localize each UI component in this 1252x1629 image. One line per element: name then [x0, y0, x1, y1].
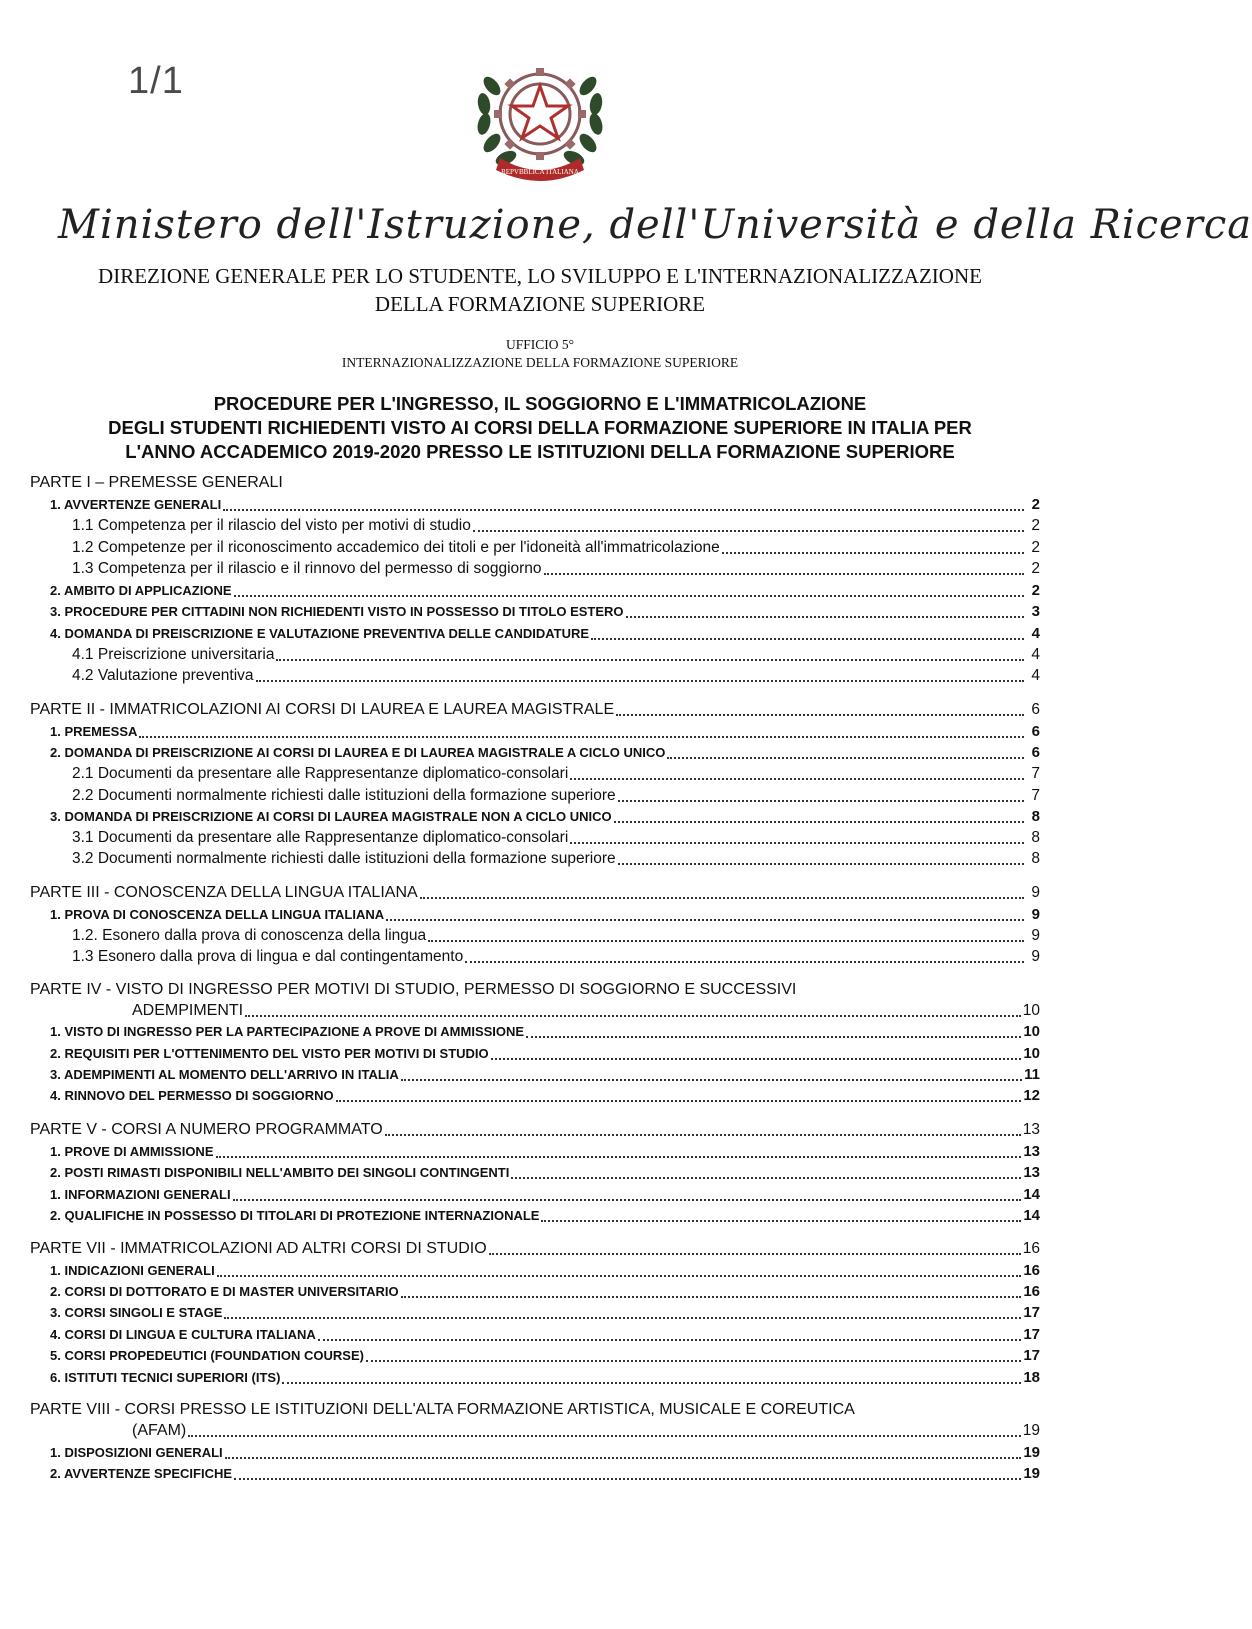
leader-dots: [570, 828, 1024, 844]
leader-dots: [526, 1022, 1021, 1038]
toc-page: 19: [1023, 1444, 1040, 1461]
toc-page: 7: [1031, 787, 1040, 804]
toc-label: 1.2 Competenze per il riconoscimento accademico dei titoli e per l'idoneità all'immatricolazione: [72, 539, 720, 556]
leader-dots: [256, 666, 1024, 682]
toc-entry[interactable]: [72, 848, 1040, 870]
toc-entry[interactable]: [72, 827, 1040, 849]
toc-part-4-line-1[interactable]: PARTE IV - VISTO DI INGRESSO PER MOTIVI DI STUDIO, PERMESSO DI SOGGIORNO E SUCCESSIVI: [30, 981, 797, 998]
toc-label: 3. ADEMPIMENTI AL MOMENTO DELL'ARRIVO IN ITALIA: [50, 1067, 399, 1082]
toc-entry[interactable]: [50, 742, 1040, 764]
toc-page: 16: [1022, 1240, 1040, 1257]
toc-entry[interactable]: [72, 537, 1040, 559]
toc-page: 3: [1031, 603, 1040, 620]
toc-label: ADEMPIMENTI: [132, 1002, 244, 1019]
toc-label: 1. INFORMAZIONI GENERALI: [50, 1187, 231, 1202]
toc-part-8[interactable]: [132, 1420, 1040, 1442]
toc-page: 6: [1031, 701, 1040, 718]
toc-page: 17: [1023, 1326, 1040, 1343]
toc-part-3[interactable]: [30, 882, 1040, 904]
toc-entry[interactable]: [50, 904, 1040, 926]
toc-page: 9: [1031, 927, 1040, 944]
leader-dots: [401, 1282, 1022, 1298]
toc-page: 9: [1031, 948, 1040, 965]
toc-label: 1.2. Esonero dalla prova di conoscenza della lingua: [72, 927, 427, 944]
toc-page: 6: [1031, 744, 1040, 761]
toc-entry[interactable]: [50, 1064, 1040, 1086]
toc-entry[interactable]: [50, 1281, 1040, 1303]
toc-label: 4.2 Valutazione preventiva: [72, 667, 254, 684]
toc-entry[interactable]: [72, 925, 1040, 947]
toc-entry[interactable]: [50, 1367, 1040, 1389]
leader-dots: [618, 849, 1024, 865]
toc-entry[interactable]: [72, 558, 1040, 580]
toc-label: 2. DOMANDA DI PREISCRIZIONE AI CORSI DI LAUREA E DI LAUREA MAGISTRALE A CICLO UNICO: [50, 745, 666, 760]
toc-label: 3.2 Documenti normalmente richiesti dalle istituzioni della formazione superiore: [72, 850, 616, 867]
toc-label: 1.3 Esonero dalla prova di lingua e dal contingentamento: [72, 948, 464, 965]
toc-label: 2.2 Documenti normalmente richiesti dalle istituzioni della formazione superiore: [72, 787, 616, 804]
toc-label: 3.1 Documenti da presentare alle Rappresentanze diplomatico-consolari: [72, 829, 569, 846]
toc-label: 1. AVVERTENZE GENERALI: [50, 497, 222, 512]
toc-page: 19: [1023, 1465, 1040, 1482]
toc-label: 1. PROVA DI CONOSCENZA DELLA LINGUA ITALIANA: [50, 907, 385, 922]
toc-page: 2: [1031, 496, 1040, 513]
toc-label: PARTE III - CONOSCENZA DELLA LINGUA ITALIANA: [30, 884, 418, 901]
toc-page: 18: [1023, 1369, 1040, 1386]
leader-dots: [224, 1303, 1021, 1319]
toc-label: 2. AMBITO DI APPLICAZIONE: [50, 583, 232, 598]
toc-page: 8: [1031, 850, 1040, 867]
toc-entry[interactable]: [50, 1442, 1040, 1464]
toc-entry[interactable]: [72, 665, 1040, 687]
toc-page: 10: [1023, 1023, 1040, 1040]
toc-part-4[interactable]: [132, 1000, 1040, 1022]
toc-label: 4. RINNOVO DEL PERMESSO DI SOGGIORNO: [50, 1088, 334, 1103]
toc-page: 2: [1031, 560, 1040, 577]
toc-label: 2. POSTI RIMASTI DISPONIBILI NELL'AMBITO DEI SINGOLI CONTINGENTI: [50, 1165, 510, 1180]
toc-page: 4: [1031, 646, 1040, 663]
toc-label: PARTE VII - IMMATRICOLAZIONI AD ALTRI CORSI DI STUDIO: [30, 1240, 487, 1257]
toc-label: 5. CORSI PROPEDEUTICI (FOUNDATION COURSE): [50, 1348, 364, 1363]
leader-dots: [216, 1142, 1022, 1158]
leader-dots: [233, 1185, 1022, 1201]
leader-dots: [616, 700, 1024, 716]
toc-label: 3. DOMANDA DI PREISCRIZIONE AI CORSI DI LAUREA MAGISTRALE NON A CICLO UNICO: [50, 809, 612, 824]
leader-dots: [282, 1368, 1021, 1384]
leader-dots: [618, 786, 1024, 802]
leader-dots: [188, 1421, 1021, 1437]
toc-page: 14: [1023, 1207, 1040, 1224]
toc-page: 17: [1023, 1304, 1040, 1321]
toc-entry[interactable]: [50, 1162, 1040, 1184]
toc-label: 4. DOMANDA DI PREISCRIZIONE E VALUTAZIONE PREVENTIVA DELLE CANDIDATURE: [50, 626, 590, 641]
leader-dots: [234, 581, 1024, 597]
title-line-3: L'ANNO ACCADEMICO 2019-2020 PRESSO LE ISTITUZIONI DELLA FORMAZIONE SUPERIORE: [125, 441, 955, 462]
italian-republic-emblem-icon: [470, 46, 610, 186]
toc-entry[interactable]: [50, 721, 1040, 743]
leader-dots: [234, 1464, 1021, 1480]
toc-label: 2. AVVERTENZE SPECIFICHE: [50, 1466, 233, 1481]
leader-dots: [217, 1261, 1022, 1277]
toc-page: 4: [1031, 625, 1040, 642]
toc-entry[interactable]: [72, 763, 1040, 785]
leader-dots: [420, 883, 1024, 899]
toc-page: 11: [1024, 1066, 1040, 1083]
toc-entry[interactable]: [50, 601, 1040, 623]
toc-label: 1. VISTO DI INGRESSO PER LA PARTECIPAZIONE A PROVE DI AMMISSIONE: [50, 1024, 525, 1039]
svg-text:REPVBBLICA ITALIANA: REPVBBLICA ITALIANA: [501, 168, 579, 176]
toc-entry[interactable]: [72, 785, 1040, 807]
leader-dots: [491, 1044, 1022, 1060]
toc-page: 13: [1022, 1121, 1040, 1138]
office-line-2: INTERNAZIONALIZZAZIONE DELLA FORMAZIONE SUPERIORE: [341, 355, 739, 370]
leader-dots: [385, 1120, 1021, 1136]
leader-dots: [544, 559, 1024, 575]
toc-page: 14: [1023, 1186, 1040, 1203]
toc-label: 2.1 Documenti da presentare alle Rappresentanze diplomatico-consolari: [72, 765, 569, 782]
leader-dots: [318, 1325, 1022, 1341]
leader-dots: [570, 764, 1024, 780]
leader-dots: [591, 624, 1024, 640]
toc-page: 19: [1022, 1422, 1040, 1439]
directorate-line-2: DELLA FORMAZIONE SUPERIORE: [374, 292, 706, 316]
toc-label: 1. DISPOSIZIONI GENERALI: [50, 1445, 223, 1460]
leader-dots: [139, 722, 1024, 738]
leader-dots: [489, 1239, 1021, 1255]
leader-dots: [336, 1086, 1022, 1102]
toc-entry[interactable]: [50, 580, 1040, 602]
title-line-2: DEGLI STUDENTI RICHIEDENTI VISTO AI CORSI DELLA FORMAZIONE SUPERIORE IN ITALIA PER: [108, 417, 972, 438]
leader-dots: [428, 926, 1024, 942]
toc-entry[interactable]: [50, 1085, 1040, 1107]
toc-page: 10: [1023, 1045, 1040, 1062]
toc-entry[interactable]: [50, 1184, 1040, 1206]
leader-dots: [473, 516, 1024, 532]
toc-entry[interactable]: [50, 494, 1040, 516]
leader-dots: [722, 538, 1024, 554]
leader-dots: [386, 905, 1024, 921]
toc-page: 2: [1031, 582, 1040, 599]
toc-label: 2. QUALIFICHE IN POSSESSO DI TITOLARI DI PROTEZIONE INTERNAZIONALE: [50, 1208, 540, 1223]
leader-dots: [626, 602, 1024, 618]
toc-part-8-line-1[interactable]: PARTE VIII - CORSI PRESSO LE ISTITUZIONI DELL'ALTA FORMAZIONE ARTISTICA, MUSICALE E COREUTICA: [30, 1401, 855, 1418]
toc-page: 2: [1031, 539, 1040, 556]
toc-page: 4: [1031, 667, 1040, 684]
toc-label: 6. ISTITUTI TECNICI SUPERIORI (ITS): [50, 1370, 281, 1385]
toc-entry[interactable]: [72, 515, 1040, 537]
title-line-1: PROCEDURE PER L'INGRESSO, IL SOGGIORNO E L'IMMATRICOLAZIONE: [213, 393, 867, 414]
leader-dots: [667, 743, 1024, 759]
toc-label: 2. REQUISITI PER L'OTTENIMENTO DEL VISTO PER MOTIVI DI STUDIO: [50, 1046, 489, 1061]
toc-part-2[interactable]: [30, 699, 1040, 721]
toc-page: 16: [1023, 1283, 1040, 1300]
toc-page: 8: [1031, 808, 1040, 825]
ministry-name: Ministero dell'Istruzione, dell'Università e della Ricerca: [58, 202, 1252, 248]
toc-label: (AFAM): [132, 1422, 187, 1439]
leader-dots: [366, 1346, 1021, 1362]
toc-label: 4.1 Preiscrizione universitaria: [72, 646, 275, 663]
document-title: [20, 392, 1060, 464]
toc-page: 8: [1031, 829, 1040, 846]
toc-label: 1. INDICAZIONI GENERALI: [50, 1263, 215, 1278]
leader-dots: [511, 1163, 1021, 1179]
toc-entry[interactable]: [50, 623, 1040, 645]
toc-label: 1.3 Competenza per il rilascio e il rinnovo del permesso di soggiorno: [72, 560, 542, 577]
leader-dots: [614, 807, 1024, 823]
leader-dots: [223, 495, 1024, 511]
leader-dots: [465, 947, 1024, 963]
toc-entry[interactable]: [50, 1043, 1040, 1065]
toc-entry[interactable]: [50, 1345, 1040, 1367]
toc-page: 13: [1023, 1143, 1040, 1160]
toc-page: 9: [1031, 884, 1040, 901]
leader-dots: [276, 645, 1024, 661]
toc-page: 12: [1023, 1087, 1040, 1104]
toc-entry[interactable]: [72, 644, 1040, 666]
toc-entry[interactable]: [50, 1141, 1040, 1163]
page-counter: 1/1: [128, 60, 184, 102]
toc-entry[interactable]: [72, 946, 1040, 968]
toc-entry[interactable]: [50, 1463, 1040, 1485]
directorate-line-1: DIREZIONE GENERALE PER LO STUDENTE, LO SVILUPPO E L'INTERNAZIONALIZZAZIONE: [98, 264, 982, 288]
toc-page: 17: [1023, 1347, 1040, 1364]
office-line-1: UFFICIO 5°: [505, 337, 575, 352]
toc-page: 9: [1031, 906, 1040, 923]
leader-dots: [541, 1206, 1021, 1222]
leader-dots: [245, 1001, 1021, 1017]
toc-entry[interactable]: [50, 1260, 1040, 1282]
toc-entry[interactable]: [50, 1302, 1040, 1324]
toc-label: 3. CORSI SINGOLI E STAGE: [50, 1305, 223, 1320]
toc-label: PARTE V - CORSI A NUMERO PROGRAMMATO: [30, 1121, 383, 1138]
toc-label: PARTE II - IMMATRICOLAZIONI AI CORSI DI LAUREA E LAUREA MAGISTRALE: [30, 701, 615, 718]
toc-entry[interactable]: [50, 1205, 1040, 1227]
leader-dots: [225, 1443, 1022, 1459]
toc-entry[interactable]: [50, 1021, 1040, 1043]
toc-entry[interactable]: [50, 1324, 1040, 1346]
toc-part-5[interactable]: [30, 1119, 1040, 1141]
toc-page: 13: [1023, 1164, 1040, 1181]
office-block: [40, 336, 1040, 372]
toc-entry[interactable]: [50, 806, 1040, 828]
toc-page: 16: [1023, 1262, 1040, 1279]
toc-page: 7: [1031, 765, 1040, 782]
toc-part-1[interactable]: PARTE I – PREMESSE GENERALI: [30, 474, 283, 491]
leader-dots: [401, 1065, 1022, 1081]
toc-label: 1. PROVE DI AMMISSIONE: [50, 1144, 214, 1159]
directorate-title: [40, 262, 1040, 318]
toc-label: 1.1 Competenza per il rilascio del visto per motivi di studio: [72, 517, 471, 534]
toc-label: 2. CORSI DI DOTTORATO E DI MASTER UNIVERSITARIO: [50, 1284, 399, 1299]
toc-label: 4. CORSI DI LINGUA E CULTURA ITALIANA: [50, 1327, 316, 1342]
toc-page: 2: [1031, 517, 1040, 534]
toc-page: 6: [1031, 723, 1040, 740]
toc-part-7[interactable]: [30, 1238, 1040, 1260]
toc-label: 3. PROCEDURE PER CITTADINI NON RICHIEDENTI VISTO IN POSSESSO DI TITOLO ESTERO: [50, 604, 624, 619]
toc-page: 10: [1022, 1002, 1040, 1019]
toc-label: 1. PREMESSA: [50, 724, 138, 739]
